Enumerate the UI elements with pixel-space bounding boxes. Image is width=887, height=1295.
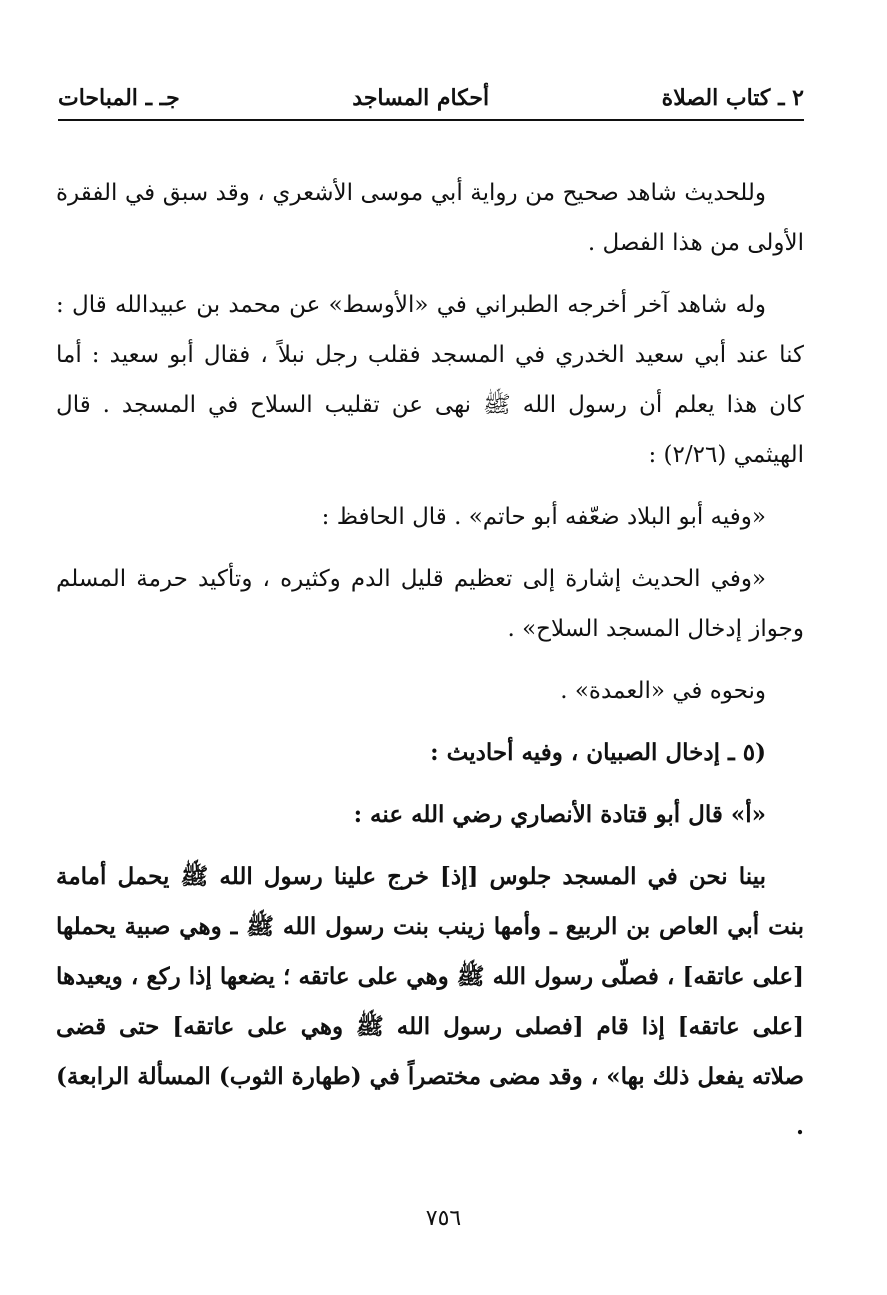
hadith-text: بينا نحن في المسجد جلوس [إذ] خرج علينا رسول الله ﷺ يحمل أمامة بنت أبي العاص بن الربيع ـ وأمها زينب بنت رسول الله ﷺ ـ وهي صبية يحملها [على عاتقه] ، فصلّى رسول الله ﷺ وهي على عاتقه ؛ يضعها إذا ركع ، ويعيدها [على عاتقه] إذا قام [فصلى رسول الله ﷺ وهي على عاتقه] حتى قضى صلاته يفعل ذلك بها» ، وقد مضى مختصراً في (طهارة الثوب) المسألة الرابعة) . bbox=[56, 863, 804, 1140]
header-divider bbox=[58, 119, 804, 121]
paragraph-hafiz-quote: «وفي الحديث إشارة إلى تعظيم قليل الدم وكثيره ، وتأكيد حرمة المسلم وجواز إدخال المسجد السلاح» . bbox=[56, 566, 804, 642]
paragraph-haythami-quote: «وفيه أبو البلاد ضعّفه أبو حاتم» . قال الحافظ : bbox=[321, 504, 766, 530]
header-section-title: جـ ـ المباحات bbox=[58, 85, 180, 111]
body-text bbox=[56, 168, 804, 1164]
section-heading-children: (٥ ـ إدخال الصبيان ، وفيه أحاديث : bbox=[430, 739, 766, 766]
header-chapter-title: أحكام المساجد bbox=[352, 85, 490, 111]
running-header bbox=[58, 78, 804, 118]
header-book-title: ٢ ـ كتاب الصلاة bbox=[661, 85, 804, 111]
paragraph-witness-tabarani: وله شاهد آخر أخرجه الطبراني في «الأوسط» عن محمد بن عبيدالله قال : كنا عند أبي سعيد الخدري في المسجد فقلب رجل نبلاً ، فقال أبو سعيد : أما كان هذا يعلم أن رسول الله ﷺ نهى عن تقليب السلاح في المسجد . قال الهيثمي (٢/٢٦) : bbox=[56, 292, 804, 468]
paragraph-witness-abu-musa: وللحديث شاهد صحيح من رواية أبي موسى الأشعري ، وقد سبق في الفقرة الأولى من هذا الفصل . bbox=[56, 180, 804, 256]
hadith-introduction: «أ» قال أبو قتادة الأنصاري رضي الله عنه : bbox=[353, 801, 766, 828]
paragraph-umda-reference: ونحوه في «العمدة» . bbox=[560, 678, 766, 704]
page-number: ٧٥٦ bbox=[425, 1206, 462, 1231]
